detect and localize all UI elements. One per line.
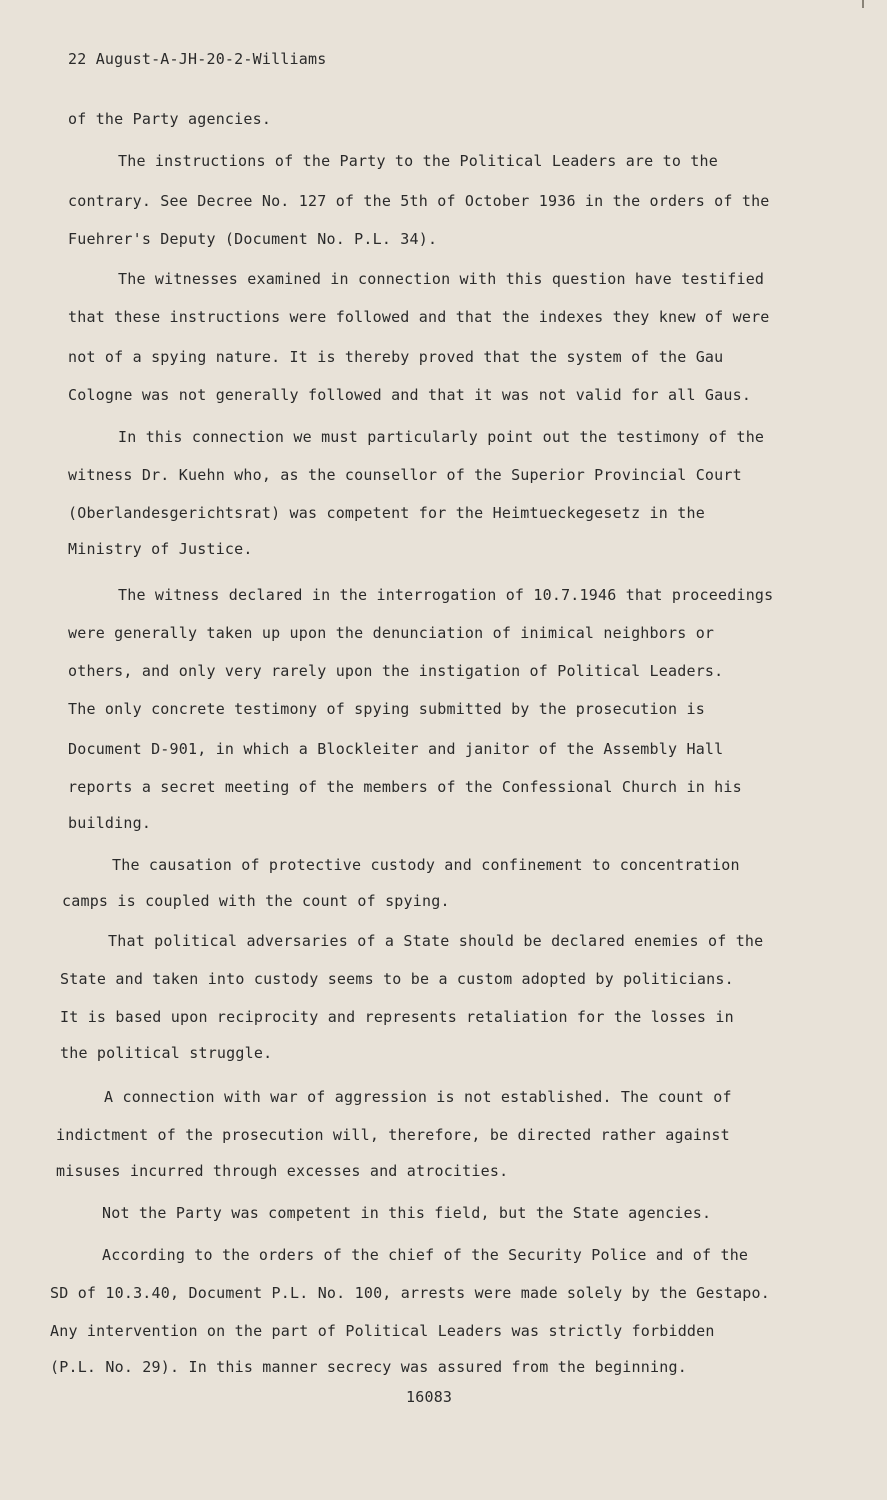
text-line: Fuehrer's Deputy (Document No. P.L. 34).	[68, 230, 438, 248]
text-line: (P.L. No. 29). In this manner secrecy was assured from the beginning.	[50, 1358, 687, 1376]
text-line: that these instructions were followed and that the indexes they knew of were	[68, 308, 770, 326]
page-edge-mark	[862, 0, 864, 8]
text-line: misuses incurred through excesses and atrocities.	[56, 1162, 509, 1180]
text-line: State and taken into custody seems to be a custom adopted by politicians.	[60, 970, 734, 988]
text-line: A connection with war of aggression is not established. The count of	[104, 1088, 732, 1106]
text-line: In this connection we must particularly point out the testimony of the	[118, 428, 765, 446]
text-line: were generally taken up upon the denunciation of inimical neighbors or	[68, 624, 715, 642]
text-line: reports a secret meeting of the members of the Confessional Church in his	[68, 778, 742, 796]
text-line: That political adversaries of a State should be declared enemies of the	[108, 932, 764, 950]
text-line: Ministry of Justice.	[68, 540, 253, 558]
text-line: According to the orders of the chief of the Security Police and of the	[102, 1246, 749, 1264]
text-line: of the Party agencies.	[68, 110, 272, 128]
text-line: the political struggle.	[60, 1044, 273, 1062]
text-line: (Oberlandesgerichtsrat) was competent for the Heimtueckegesetz in the	[68, 504, 705, 522]
text-line: It is based upon reciprocity and represents retaliation for the losses in	[60, 1008, 734, 1026]
page-header: 22 August-A-JH-20-2-Williams	[68, 50, 327, 68]
text-line: camps is coupled with the count of spying.	[62, 892, 450, 910]
text-line: others, and only very rarely upon the instigation of Political Leaders.	[68, 662, 724, 680]
text-line: The causation of protective custody and confinement to concentration	[112, 856, 740, 874]
text-line: contrary. See Decree No. 127 of the 5th of October 1936 in the orders of the	[68, 192, 770, 210]
page-number: 16083	[406, 1388, 453, 1406]
text-line: The only concrete testimony of spying submitted by the prosecution is	[68, 700, 705, 718]
text-line: Document D-901, in which a Blockleiter and janitor of the Assembly Hall	[68, 740, 724, 758]
text-line: SD of 10.3.40, Document P.L. No. 100, arrests were made solely by the Gestapo.	[50, 1284, 770, 1302]
text-line: Any intervention on the part of Political Leaders was strictly forbidden	[50, 1322, 715, 1340]
text-line: Cologne was not generally followed and that it was not valid for all Gaus.	[68, 386, 752, 404]
text-line: indictment of the prosecution will, therefore, be directed rather against	[56, 1126, 730, 1144]
text-line: building.	[68, 814, 152, 832]
text-line: not of a spying nature. It is thereby proved that the system of the Gau	[68, 348, 724, 366]
text-line: witness Dr. Kuehn who, as the counsellor of the Superior Provincial Court	[68, 466, 742, 484]
text-line: The witnesses examined in connection with this question have testified	[118, 270, 765, 288]
text-line: The witness declared in the interrogation of 10.7.1946 that proceedings	[118, 586, 774, 604]
text-line: The instructions of the Party to the Political Leaders are to the	[118, 152, 718, 170]
text-line: Not the Party was competent in this field, but the State agencies.	[102, 1204, 712, 1222]
